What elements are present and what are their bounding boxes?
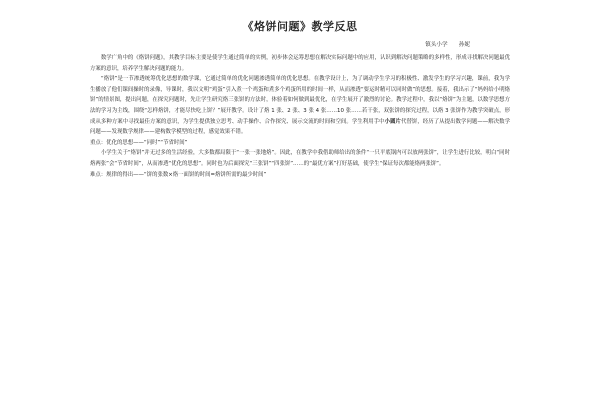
document-body (90, 8, 510, 180)
author-byline: 镇头小学 孙妮 (425, 42, 470, 48)
bold-phrase: 小圆片 (384, 118, 401, 125)
paragraph-design-text-end: 代替饼，经历了从提出数学问题——解决数学问题——发现数学规律——建构数学模型的过程，感觉效果不错。 (90, 118, 510, 136)
paragraph-key-point: 小学生关于“烙饼”并无过多的生活经验，大多数都局限于“一张一张地烙”。因此，在教学中我借助师给出的条件“一只平底锅内可以放两张饼”，让学生进行比较，明白“同时烙两张”会“节省时间”，从而渗透“优化的思想”。同时也为后面探究“三张饼”“四张饼”……的“最优方案”打好基础，使学生“保证每次都能烙两张饼”。 (90, 150, 510, 167)
paragraph-design (90, 74, 510, 138)
difficult-point-heading: 难点：规律的得出——“饼的张数×烙一面饼的时间=烙饼所需的最少时间” (90, 171, 267, 178)
paragraph-design-text: “烙饼”是一节渗透统筹优化思想的数学课，它通过简单的优化问题渗透简单的优化思想。在教学设计上，为了调动学生学习的积极性、激发学生的学习兴趣，课前，我为学生播放了他们课间操时的录像，导课时，我以文明“鸡蛋”引入煮一个鸡蛋和煮多个鸡蛋所用的时间一样，从而渗透“要运时精可以同时做”的思想。接着，我出示了“妈妈给小明烙饼”的情景图，提出问题，在探究问题时，先让学生研究烙三张饼的方法时，体验着如何做到最优化，在学生展开了激烈的讨论。教学过程中，我以“烙饼”为主题，以数学思想方法的学习为主线，围绕“怎样烙饼，才能尽快吃上饼？”展开教学。设计了烙 1 张、2 张、3 张 4 张……10 张……若干张，双张饼的探究过程，以烙 3 张饼作为教学突破点，形成从多种方案中寻找最佳方案的意识，为学生提供独立思考、动手操作、合作探究、展示交流的时间和空间。学生利用手中 (90, 76, 510, 125)
key-point-heading: 重点：优化的思想——“同时”“节省时间” (90, 139, 188, 146)
document-title: 《烙饼问题》教学反思 (242, 20, 358, 33)
paragraph-intro: 数学广角中的《烙饼问题》，其教学目标主要是使学生通过简单的实例，初步体会运筹思想在解决实际问题中的应用，认识到解决问题策略的多样性，形成寻找解决问题最优方案的意识，培养学生解决问题的能力。 (90, 55, 510, 72)
